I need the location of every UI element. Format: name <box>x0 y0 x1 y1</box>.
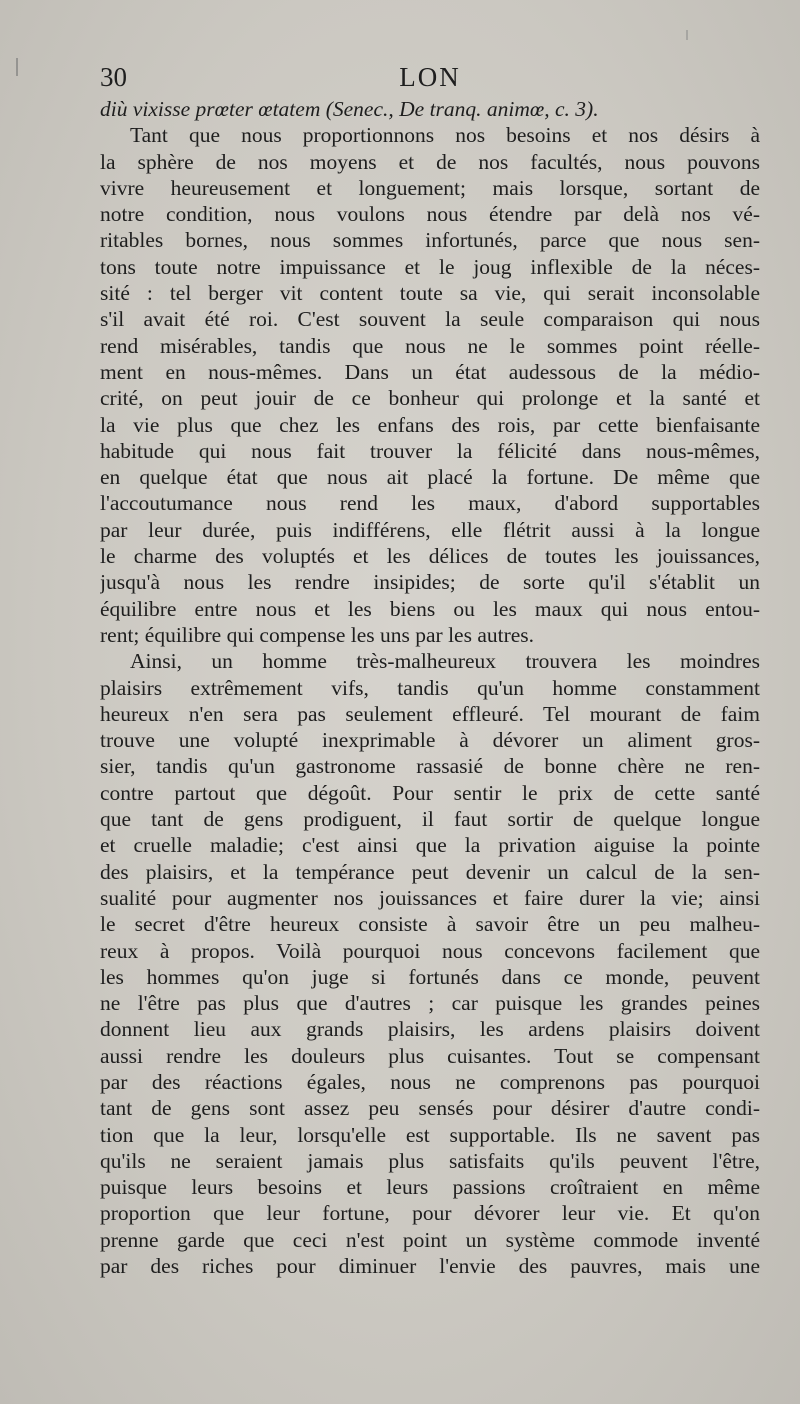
text-line: diù vixisse prœter œtatem (Senec., De tranq. animœ, c. 3). <box>100 97 599 121</box>
text-line: ment en nous-mêmes. Dans un état audessous de la médio- <box>100 359 760 384</box>
text-line: qu'ils ne seraient jamais plus satisfaits qu'ils peuvent l'être, <box>100 1148 760 1173</box>
text-line: par leur durée, puis indifférens, elle flétrit aussi à la longue <box>100 517 760 542</box>
text-line: sité : tel berger vit content toute sa vie, qui serait inconsolable <box>100 281 760 306</box>
text-line: aussi rendre les douleurs plus cuisantes. Tout se compensant <box>100 1043 760 1068</box>
text-line: trouve une volupté inexprimable à dévorer un aliment gros- <box>100 728 760 753</box>
text-line: Tant que nous proportionnons nos besoins et nos désirs à <box>130 123 760 148</box>
text-line: puisque leurs besoins et leurs passions croîtraient en même <box>100 1175 760 1200</box>
text-line: le charme des voluptés et les délices de toutes les jouissances, <box>100 544 760 569</box>
text-line: reux à propos. Voilà pourquoi nous concevons facilement que <box>100 938 760 963</box>
text-line: tant de gens sont assez peu sensés pour désirer d'autre condi- <box>100 1096 760 1121</box>
text-line: rend misérables, tandis que nous ne le sommes point réelle- <box>100 333 760 358</box>
text-line: proportion que leur fortune, pour dévorer leur vie. Et qu'on <box>100 1201 760 1226</box>
text-line: la vie plus que chez les enfans des rois, par cette bienfaisante <box>100 412 760 437</box>
text-line: jusqu'à nous les rendre insipides; de sorte qu'il s'établit un <box>100 570 760 595</box>
text-line: ritables bornes, nous sommes infortunés, parce que nous sen- <box>100 228 760 253</box>
text-line: l'accoutumance nous rend les maux, d'abord supportables <box>100 491 760 516</box>
text-line: ne l'être pas plus que d'autres ; car puisque les grandes peines <box>100 991 760 1016</box>
text-line: prenne garde que ceci n'est point un système commode inventé <box>100 1227 760 1252</box>
text-line: heureux n'en sera pas seulement effleuré. Tel mourant de faim <box>100 701 760 726</box>
text-line: que tant de gens prodiguent, il faut sortir de quelque longue <box>100 807 760 832</box>
text-line: en quelque état que nous ait placé la fortune. De même que <box>100 465 760 490</box>
text-line: tons toute notre impuissance et le joug inflexible de la néces- <box>100 254 760 279</box>
text-line: et cruelle maladie; c'est ainsi que la privation aiguise la pointe <box>100 833 760 858</box>
margin-mark <box>686 30 688 40</box>
page-number: 30 <box>100 62 127 92</box>
text-line: s'il avait été roi. C'est souvent la seule comparaison qui nous <box>100 307 760 332</box>
text-line: les hommes qu'on juge si fortunés dans ce monde, peuvent <box>100 964 760 989</box>
text-line: sier, tandis qu'un gastronome rassasié de bonne chère ne ren- <box>100 754 760 779</box>
text-line: rent; équilibre qui compense les uns par les autres. <box>100 622 535 647</box>
text-line: le secret d'être heureux consiste à savoir être un peu malheu- <box>100 912 760 937</box>
margin-mark <box>16 58 18 76</box>
text-line: plaisirs extrêmement vifs, tandis qu'un homme constamment <box>100 675 760 700</box>
text-line: vivre heureusement et longuement; mais lorsque, sortant de <box>100 175 760 200</box>
text-line: par des réactions égales, nous ne comprenons pas pourquoi <box>100 1069 760 1094</box>
text-line: habitude qui nous fait trouver la félicité dans nous-mêmes, <box>100 438 760 463</box>
text-line: crité, on peut jouir de ce bonheur qui prolonge et la santé et <box>100 386 760 411</box>
body-text <box>100 96 760 1279</box>
running-head: LON <box>399 62 461 92</box>
text-line: donnent lieu aux grands plaisirs, les ardens plaisirs doivent <box>100 1017 760 1042</box>
text-line: contre partout que dégoût. Pour sentir le prix de cette santé <box>100 780 760 805</box>
text-line: sualité pour augmenter nos jouissances et faire durer la vie; ainsi <box>100 885 760 910</box>
text-line: notre condition, nous voulons nous étendre par delà nos vé- <box>100 202 760 227</box>
text-line: la sphère de nos moyens et de nos facultés, nous pouvons <box>100 149 760 174</box>
text-line: par des riches pour diminuer l'envie des pauvres, mais une <box>100 1254 760 1279</box>
text-line: des plaisirs, et la tempérance peut devenir un calcul de la sen- <box>100 859 760 884</box>
text-line: Ainsi, un homme très-malheureux trouvera les moindres <box>130 649 760 674</box>
text-line: tion que la leur, lorsqu'elle est supportable. Ils ne savent pas <box>100 1122 760 1147</box>
text-line: équilibre entre nous et les biens ou les maux qui nous entou- <box>100 596 760 621</box>
